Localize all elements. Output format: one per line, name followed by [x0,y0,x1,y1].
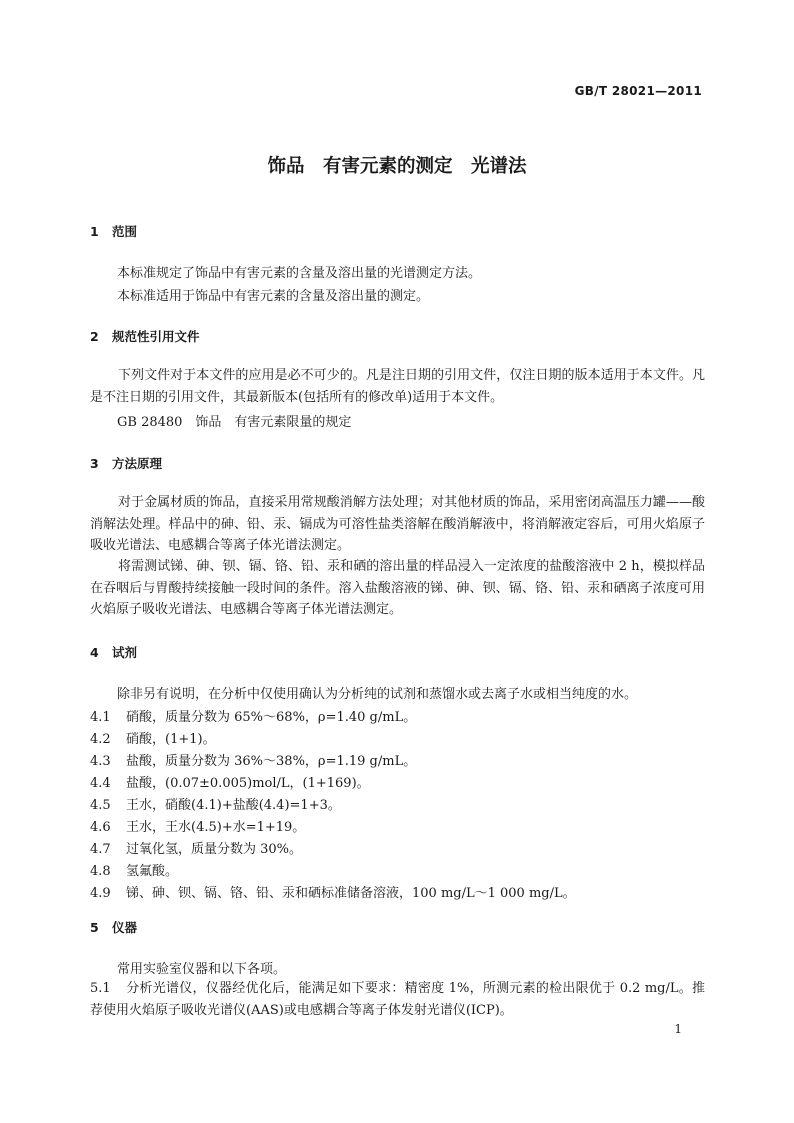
section-heading-instruments [90,918,137,936]
section-heading-principle [90,454,162,472]
item-text: 硝酸，(1+1)。 [126,732,216,747]
section-title: 方法原理 [112,456,163,471]
item-text: 硝酸，质量分数为 65%～68%，ρ=1.40 g/mL。 [126,710,417,725]
item-number: 4.5 [90,798,111,813]
item-number: 4.3 [90,754,111,769]
section-number: 5 [90,920,99,935]
section-number: 2 [90,329,99,344]
page-number: 1 [674,1022,682,1036]
reagent-item [90,882,576,901]
scope-paragraph-1: 本标准规定了饰品中有害元素的含量及溶出量的光谱测定方法。 [117,266,482,281]
item-text: 盐酸，质量分数为 36%～38%，ρ=1.19 g/mL。 [126,754,417,769]
section-number: 3 [90,456,99,471]
item-text: 王水，王水(4.5)+水=1+19。 [126,820,306,835]
item-number: 4.2 [90,732,111,747]
item-number: 4.9 [90,886,111,901]
reagent-item [90,816,305,835]
item-number: 4.8 [90,864,111,879]
item-text: 过氧化氢，质量分数为 30%。 [126,842,303,857]
instrument-item [90,978,705,1021]
section-heading-reagents [90,643,137,661]
section-number: 4 [90,645,99,660]
reagent-item [90,750,416,769]
scope-paragraph-2: 本标准适用于饰品中有害元素的含量及溶出量的测定。 [117,289,430,304]
principle-paragraph-1: 对于金属材质的饰品，直接采用常规酸消解方法处理；对其他材质的饰品，采用密闭高温压力罐——酸消解法处理。样品中的砷、铅、汞、镉成为可溶性盐类溶解在酸消解液中，将消解液定容后，可用火焰原子吸收光谱法、电感耦合等离子体光谱法测定。 [90,495,705,553]
item-number: 4.6 [90,820,111,835]
principle-paragraph-2: 将需测试锑、砷、钡、镉、铬、铅、汞和硒的溶出量的样品浸入一定浓度的盐酸溶液中 2 h，模拟样品在吞咽后与胃酸持续接触一段时间的条件。溶入盐酸溶液的锑、砷、钡、镉、铬、铅、汞和硒离子浓度可用火焰原子吸收光谱法、电感耦合等离子体光谱法测定。 [90,559,705,617]
normative-reference: GB 28480 饰品 有害元素限量的规定 [117,415,352,430]
reagent-item [90,706,416,725]
reagent-item [90,772,370,791]
item-text: 氢氟酸。 [126,864,179,879]
item-text: 分析光谱仪，仪器经优化后，能满足如下要求：精密度 1%，所测元素的检出限优于 0.2 mg/L。推荐使用火焰原子吸收光谱仪(AAS)或电感耦合等离子体发射光谱仪(ICP)。 [90,981,705,1018]
section-heading-scope [90,222,137,240]
reagents-intro: 除非另有说明，在分析中仅使用确认为分析纯的试剂和蒸馏水或去离子水或相当纯度的水。 [117,687,638,702]
instruments-intro: 常用实验室仪器和以下各项。 [117,962,287,977]
section-title: 范围 [112,224,138,239]
item-number: 5.1 [90,981,111,996]
normative-paragraph: 下列文件对于本文件的应用是必不可少的。凡是注日期的引用文件，仅注日期的版本适用于本文件。凡是不注日期的引用文件，其最新版本(包括所有的修改单)适用于本文件。 [90,368,705,405]
item-number: 4.1 [90,710,111,725]
section-heading-normative [90,327,200,345]
standard-number: GB/T 28021—2011 [574,84,702,98]
reagent-item [90,794,341,813]
page-title: 饰品 有害元素的测定 光谱法 [267,156,527,177]
section-number: 1 [90,224,99,239]
item-number: 4.7 [90,842,111,857]
item-number: 4.4 [90,776,111,791]
item-text: 王水，硝酸(4.1)+盐酸(4.4)=1+3。 [126,798,341,813]
reagent-item [90,838,302,857]
item-text: 锑、砷、钡、镉、铬、铅、汞和硒标准储备溶液，100 mg/L～1 000 mg/L。 [126,886,576,901]
reagent-item [90,860,178,879]
section-title: 仪器 [112,920,138,935]
reagent-item [90,728,216,747]
section-title: 规范性引用文件 [112,329,200,344]
item-text: 盐酸，(0.07±0.005)mol/L，(1+169)。 [126,776,370,791]
section-title: 试剂 [112,645,138,660]
